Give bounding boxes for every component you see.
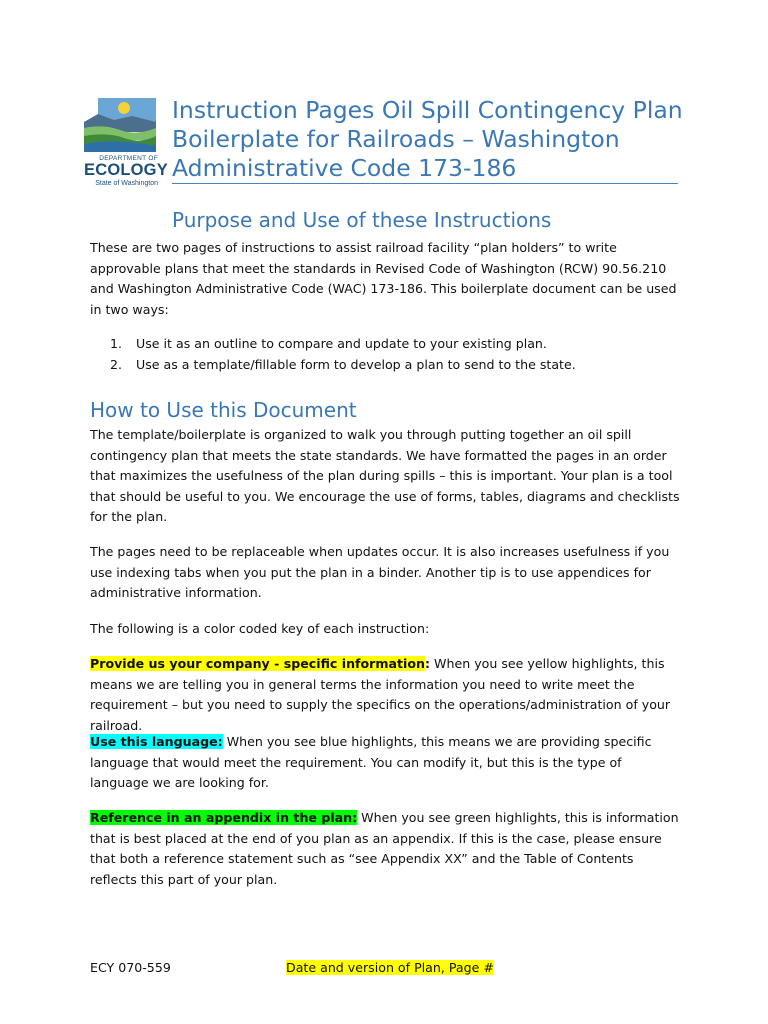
section-heading-purpose: Purpose and Use of these Instructions	[172, 208, 552, 232]
list-item	[90, 334, 680, 355]
key-green-paragraph	[90, 808, 680, 890]
ecology-logo-icon	[84, 98, 156, 152]
document-title: Instruction Pages Oil Spill Contingency Plan Boilerplate for Railroads – Washington Administrative Code 173-186	[172, 96, 683, 182]
footer-date-version: Date and version of Plan, Page #	[286, 960, 494, 975]
how-to-use-paragraph-1: The template/boilerplate is organized to walk you through putting together an oil spill contingency plan that meets the state standards. We have formatted the pages in an order that maximizes the usefulness of the plan during spills – this is important. Your plan is a tool that should be useful to you. We encourage the use of forms, tables, diagrams and checklists for the plan.	[90, 427, 680, 525]
blue-highlight-label: Use this language:	[90, 734, 223, 749]
logo-state-text: State of Washington	[95, 180, 158, 187]
section-heading-how-to-use: How to Use this Document	[90, 398, 357, 422]
yellow-label-colon: :	[424, 656, 431, 671]
yellow-highlight-label: Provide us your company - specific information	[90, 656, 425, 671]
color-key-intro: The following is a color coded key of each instruction:	[90, 621, 430, 636]
purpose-intro-paragraph: These are two pages of instructions to assist railroad facility “plan holders” to write approvable plans that meet the standards in Revised Code of Washington (RCW) 90.56.210 and Washington Administrative Code (WAC) 173-186. This boilerplate document can be used in two ways:	[90, 240, 677, 317]
list-item-text: Use as a template/fillable form to develop a plan to send to the state.	[136, 356, 576, 372]
ecology-logo	[84, 98, 168, 192]
list-item-number: 2.	[110, 356, 123, 372]
green-highlight-label: Reference in an appendix in the plan:	[90, 810, 358, 825]
ways-list	[90, 334, 680, 375]
how-to-use-paragraph-2: The pages need to be replaceable when updates occur. It is also increases usefulness if you use indexing tabs when you put the plan in a binder. Another tip is to use appendices for administrative information.	[90, 544, 670, 601]
list-item	[90, 355, 680, 376]
footer-form-id: ECY 070-559	[90, 960, 171, 975]
key-yellow-paragraph	[90, 654, 680, 736]
key-blue-paragraph	[90, 732, 680, 794]
list-item-text: Use it as an outline to compare and update to your existing plan.	[136, 336, 547, 351]
logo-department-text: DEPARTMENT OF	[99, 155, 158, 162]
green-key-text: When you see green highlights, this is information that is best placed at the end of you plan as an appendix. If this is the case, please ensure that both a reference statement such as “see Appendix XX” and the Table of Contents reflects this part of your plan.	[90, 810, 679, 887]
blue-key-text: When you see blue highlights, this means we are providing specific language that would meet the requirement. You can modify it, but this is the type of language we are looking for.	[90, 734, 652, 791]
list-item-number: 1.	[110, 336, 123, 351]
yellow-key-text: When you see yellow highlights, this means we are telling you in general terms the information you need to write meet the requirement – but you need to supply the specifics on the operations/administration of your railroad.	[90, 656, 671, 733]
title-underline	[172, 183, 678, 184]
logo-ecology-text: ECOLOGY	[84, 161, 168, 179]
